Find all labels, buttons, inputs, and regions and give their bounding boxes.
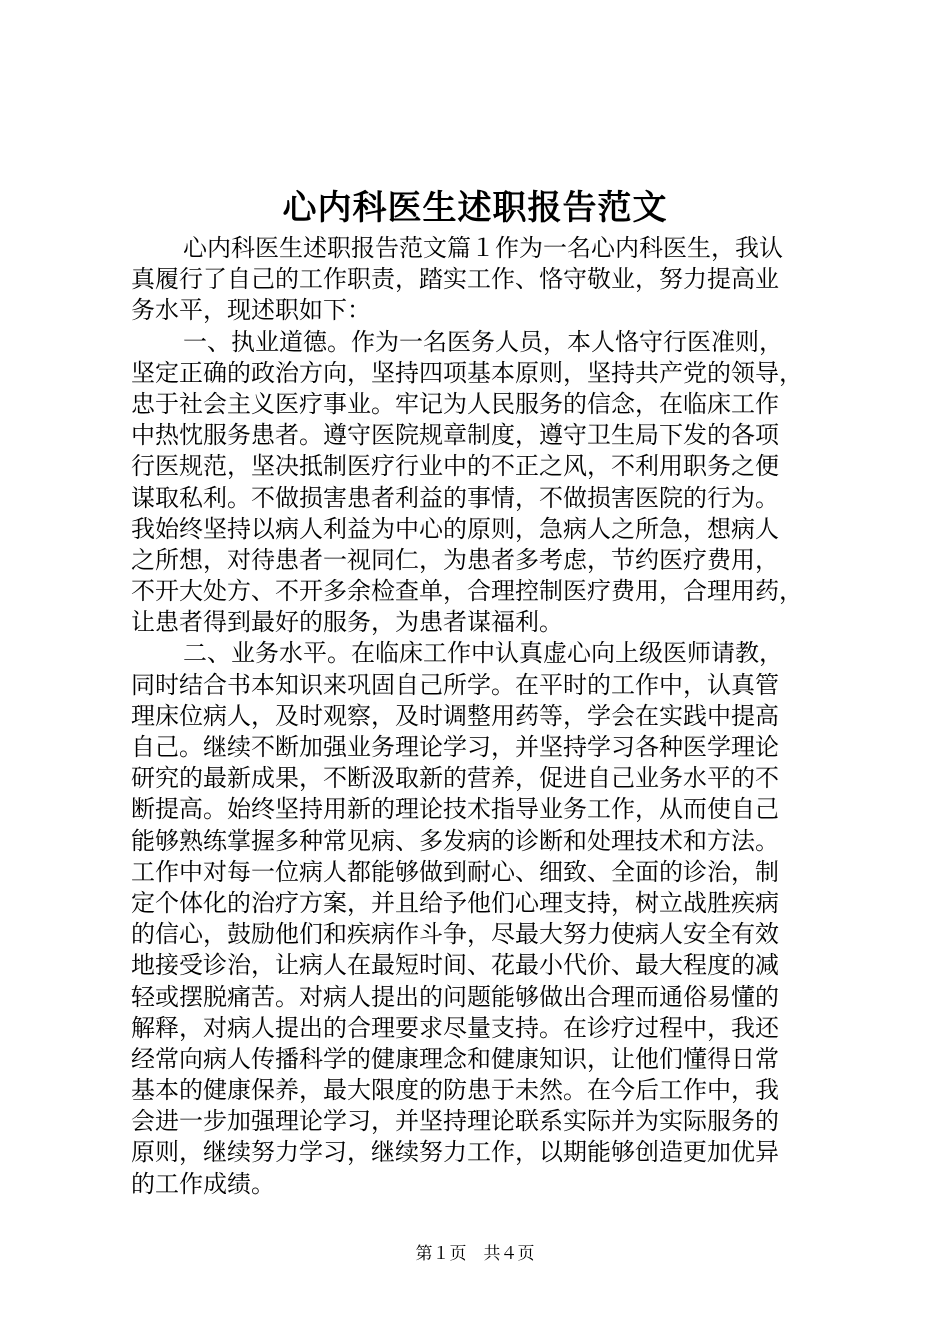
text-line: 原则，继续努力学习，继续努力工作，以期能够创造更加优异 bbox=[131, 1138, 779, 1167]
text-line: 中热忱服务患者。遵守医院规章制度，遵守卫生局下发的各项 bbox=[131, 421, 779, 450]
text-line: 同时结合书本知识来巩固自己所学。在平时的工作中，认真管 bbox=[131, 670, 779, 699]
document-title: 心内科医生述职报告范文 bbox=[282, 188, 668, 228]
text-line: 让患者得到最好的服务，为患者谋福利。 bbox=[131, 608, 563, 637]
text-line: 研究的最新成果，不断汲取新的营养，促进自己业务水平的不 bbox=[131, 764, 779, 793]
text-line: 心内科医生述职报告范文篇１作为一名心内科医生，我认 bbox=[183, 234, 783, 262]
text-line: 轻或摆脱痛苦。对病人提出的问题能够做出合理而通俗易懂的 bbox=[131, 982, 779, 1011]
text-line: 定个体化的治疗方案，并且给予他们心理支持，树立战胜疾病 bbox=[131, 888, 779, 917]
document-body bbox=[131, 233, 833, 1200]
text-line: 地接受诊治，让病人在最短时间、花最小代价、最大程度的减 bbox=[131, 951, 779, 980]
text-line: 行医规范，坚决抵制医疗行业中的不正之风，不利用职务之便 bbox=[131, 452, 779, 481]
text-line: 务水平，现述职如下： bbox=[131, 296, 371, 325]
text-line: 解释，对病人提出的合理要求尽量支持。在诊疗过程中，我还 bbox=[131, 1013, 779, 1042]
text-line: 断提高。始终坚持用新的理论技术指导业务工作，从而使自己 bbox=[131, 795, 779, 824]
page-footer: 第１页 共４页 bbox=[415, 1244, 535, 1264]
text-line: 谋取私利。不做损害患者利益的事情，不做损害医院的行为。 bbox=[131, 483, 779, 512]
text-line: 理床位病人，及时观察，及时调整用药等，学会在实践中提高 bbox=[131, 701, 779, 730]
text-line: 真履行了自己的工作职责，踏实工作、恪守敬业，努力提高业 bbox=[131, 265, 779, 294]
text-line: 不开大处方、不开多余检查单，合理控制医疗费用，合理用药， bbox=[131, 577, 803, 606]
text-line: 基本的健康保养，最大限度的防患于未然。在今后工作中，我 bbox=[131, 1076, 779, 1105]
text-line: 工作中对每一位病人都能够做到耐心、细致、全面的诊治，制 bbox=[131, 857, 779, 886]
text-line: 自己。继续不断加强业务理论学习，并坚持学习各种医学理论 bbox=[131, 733, 779, 761]
text-line: 经常向病人传播科学的健康理念和健康知识，让他们懂得日常 bbox=[131, 1044, 779, 1073]
text-line: 一、执业道德。作为一名医务人员，本人恪守行医准则， bbox=[183, 327, 783, 356]
text-line: 二、业务水平。在临床工作中认真虚心向上级医师请教， bbox=[183, 639, 783, 668]
text-line: 我始终坚持以病人利益为中心的原则，急病人之所急，想病人 bbox=[131, 514, 779, 543]
text-line: 忠于社会主义医疗事业。牢记为人民服务的信念，在临床工作 bbox=[131, 389, 779, 418]
text-line: 之所想，对待患者一视同仁，为患者多考虑，节约医疗费用， bbox=[131, 545, 779, 574]
text-line: 的工作成绩。 bbox=[131, 1169, 275, 1198]
text-line: 会进一步加强理论学习，并坚持理论联系实际并为实际服务的 bbox=[131, 1107, 779, 1136]
text-line: 坚定正确的政治方向，坚持四项基本原则，坚持共产党的领导， bbox=[131, 358, 803, 387]
text-line: 的信心，鼓励他们和疾病作斗争，尽最大努力使病人安全有效 bbox=[131, 920, 779, 949]
text-line: 能够熟练掌握多种常见病、多发病的诊断和处理技术和方法。 bbox=[131, 826, 779, 855]
